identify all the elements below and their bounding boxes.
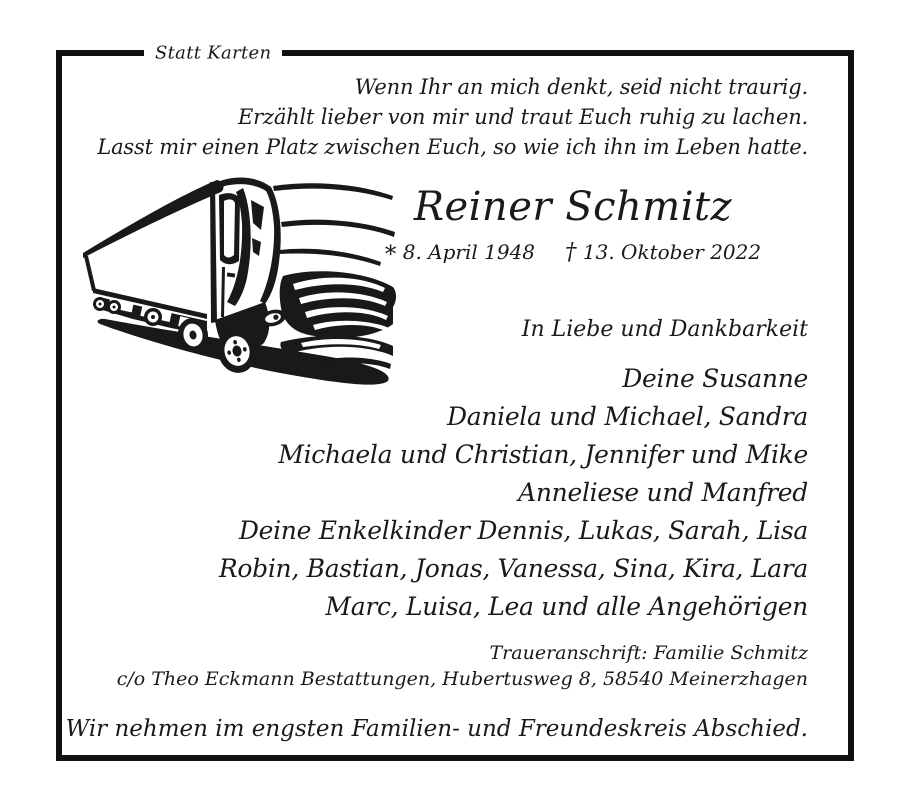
life-dates xyxy=(338,238,808,269)
death-cross-symbol: † xyxy=(565,239,577,265)
mourners-list xyxy=(62,360,808,626)
mourner-line: Robin, Bastian, Jonas, Vanessa, Sina, Kira, Lara xyxy=(218,554,808,584)
closing-line: Wir nehmen im engsten Familien- und Freundeskreis Abschied. xyxy=(65,716,808,743)
birth-date-text: 8. April 1948 xyxy=(402,240,536,264)
verse-block xyxy=(62,72,808,162)
truck-icon xyxy=(75,172,397,387)
deceased-block xyxy=(338,184,808,269)
mourner-line: Daniela und Michael, Sandra xyxy=(446,402,808,432)
verse-line: Wenn Ihr an mich denkt, seid nicht traurig. xyxy=(354,75,808,99)
death-date-text: 13. Oktober 2022 xyxy=(582,240,762,264)
notice-content xyxy=(62,56,848,755)
statt-karten-label: Statt Karten xyxy=(144,43,282,64)
death-date xyxy=(565,238,761,269)
birth-star-symbol: * xyxy=(384,242,397,269)
notice-frame xyxy=(56,50,854,761)
address-line: c/o Theo Eckmann Bestattungen, Hubertusweg 8, 58540 Meinerzhagen xyxy=(116,668,808,691)
mourner-line: Deine Enkelkinder Dennis, Lukas, Sarah, Lisa xyxy=(238,516,808,546)
mourning-address-block xyxy=(62,640,808,692)
mourner-line: Anneliese und Manfred xyxy=(518,478,808,508)
deceased-name: Reiner Schmitz xyxy=(413,184,733,230)
mourner-line: Deine Susanne xyxy=(622,364,808,394)
birth-date xyxy=(385,238,535,269)
intro-line: In Liebe und Dankbarkeit xyxy=(521,317,808,343)
mourner-line: Marc, Luisa, Lea und alle Angehörigen xyxy=(325,592,808,622)
mourner-line: Michaela und Christian, Jennifer und Mike xyxy=(278,440,808,470)
verse-line: Lasst mir einen Platz zwischen Euch, so wie ich ihn im Leben hatte. xyxy=(97,135,808,159)
verse-line: Erzählt lieber von mir und traut Euch ruhig zu lachen. xyxy=(238,105,808,129)
address-line: Traueranschrift: Familie Schmitz xyxy=(489,642,808,665)
